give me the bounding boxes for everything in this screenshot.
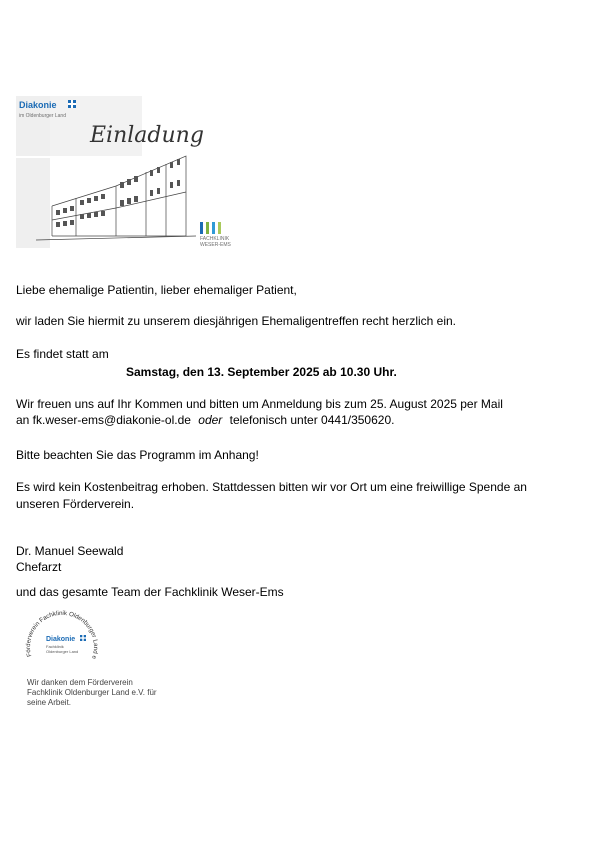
seal-ring-text: Förderverein Fachklinik Oldenburger Land e [24,609,100,661]
registration-or: oder [198,413,223,427]
registration-line-2 [16,412,394,428]
event-date: Samstag, den 13. September 2025 ab 10.30 Uhr. [126,365,397,379]
seal-brand: Diakonie [46,636,76,643]
registration-line-1: Wir freuen uns auf Ihr Kommen und bitten um Anmeldung bis zum 25. August 2025 per Mail [16,397,503,411]
registration-email[interactable]: an fk.weser-ems@diakonie-ol.de [16,413,191,427]
signer-title: Chefarzt [16,560,62,574]
building-sketch [36,156,196,240]
clinic-bar-3 [212,222,215,234]
invite-sentence: wir laden Sie hiermit zu unserem diesjährigen Ehemaligentreffen recht herzlich ein. [16,314,457,328]
donation-line-2: unseren Förderverein. [16,497,135,511]
clinic-name-line2: WESER-EMS [200,242,231,248]
thanks-line-3: seine Arbeit. [27,698,72,707]
diakonie-subline: im Oldenburger Land [19,113,66,119]
header-logo-graphic [16,96,238,248]
clinic-bar-2 [206,222,209,234]
greeting: Liebe ehemalige Patientin, lieber ehemaliger Patient, [16,283,297,297]
takes-place-label: Es findet statt am [16,347,109,361]
signer-name: Dr. Manuel Seewald [16,544,124,558]
donation-line-1: Es wird kein Kostenbeitrag erhoben. Stattdessen bitten wir vor Ort um eine freiwillige Spende an [16,480,527,494]
einladung-script: Einladung [90,123,204,148]
clinic-bar-4 [218,222,221,234]
diakonie-logo-text: Diakonie [19,100,57,110]
program-note: Bitte beachten Sie das Programm im Anhang! [16,448,259,462]
building-windows [56,159,180,227]
clinic-bar-1 [200,222,203,234]
seal-sub-1: Fachklinik [46,644,64,649]
foerderverein-seal [22,606,102,676]
thanks-line-1: Wir danken dem Förderverein [27,678,133,687]
clinic-name-line1: FACHKLINIK [200,236,230,242]
team-line: und das gesamte Team der Fachklinik Weser-Ems [16,585,284,599]
seal-sub-2: Oldenburger Land [46,649,79,654]
thanks-line-2: Fachklinik Oldenburger Land e.V. für [27,688,157,697]
registration-phone: telefonisch unter 0441/350620. [229,413,395,427]
